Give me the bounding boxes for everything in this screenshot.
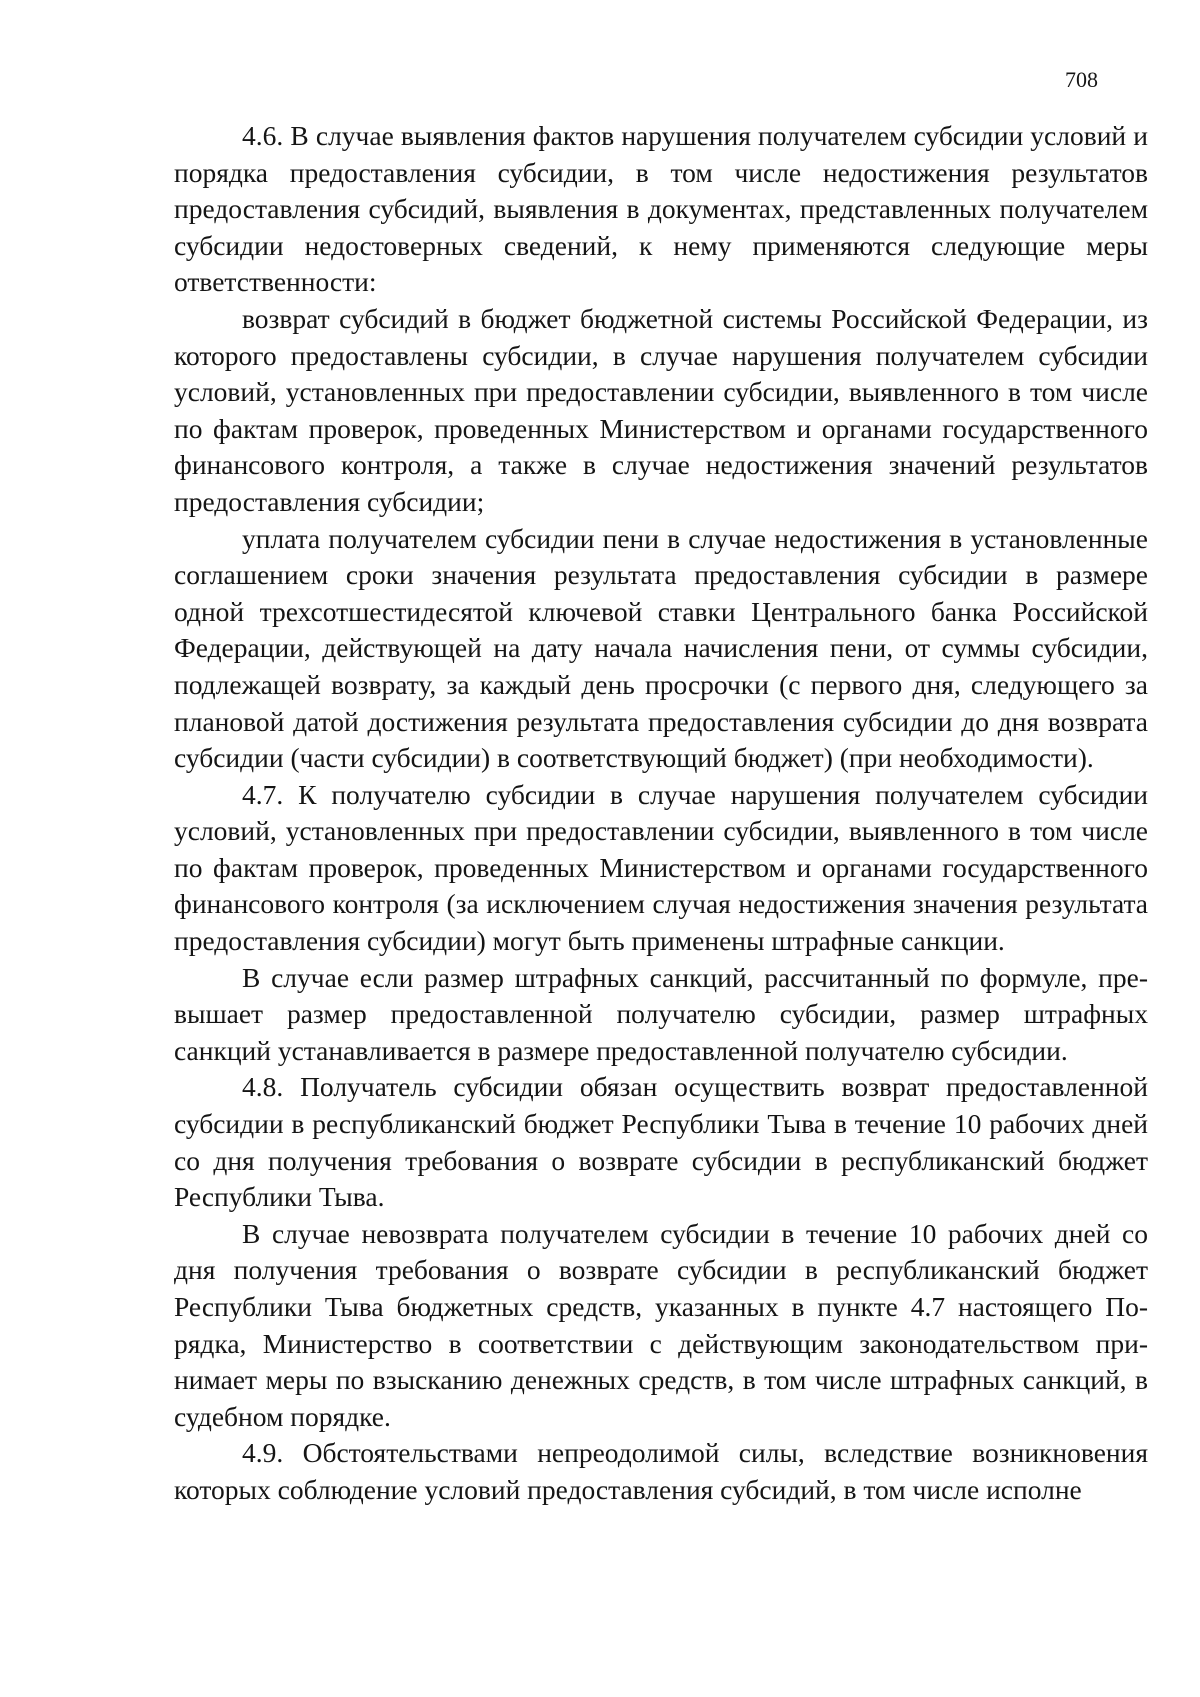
paragraph-4-7: 4.7. К получателю субсидии в случае нарушения получателем субсидии условий, установленных при предоставлении субсидии, выявленного в том числе по фактам проверок, проведенных Министерством и органами государственного финансового контроля (за исключением случая недостижения значения результата предоставления субсидии) могут быть применены штрафные санкции. <box>174 778 1148 957</box>
paragraph-4-8: 4.8. Получатель субсидии обязан осуществить возврат предоставленной субсидии в республиканский бюджет Республики Тыва в течение 10 рабочих дней со дня получения требования о возврате субсидии в республиканский бюджет Республики Тыва. <box>174 1071 1148 1213</box>
document-body <box>174 118 1148 1509</box>
page-number: 708 <box>1065 67 1098 92</box>
paragraph-4-9: 4.9. Обстоятельствами непреодолимой силы, вследствие возникновения которых соблюдение условий предоставления субсидий, в том числе исполне <box>174 1437 1148 1505</box>
paragraph-4-6: 4.6. В случае выявления фактов нарушения получателем субсидии условий и порядка предоставления субсидии, в том числе недостижения результатов предоставления субсидий, выявления в документах, представленных получателем субсидии недостоверных сведений, к нему применяются следующие меры ответственности: <box>174 120 1148 298</box>
paragraph-penalty-payment: уплата получателем субсидии пени в случае недостижения в установленные соглашением сроки значения результата предоставления субсидии в размере одной трехсотшестидесятой ключевой ставки Центрального банка Российской Федерации, действующей на дату начала начисления пени, от суммы субсидии, подлежащей возврату, за каждый день просрочки (с первого дня, следующего за плановой датой достижения результата предоставления субсидии до дня возврата субсидии (части субсидии) в соответствующий бюджет) (при необходимости). <box>174 522 1148 774</box>
paragraph-non-return: В случае невозврата получателем субсидии в течение 10 рабочих дней со дня получения требования о возврате субсидии в республиканский бюджет Республики Тыва бюджетных средств, указанных в пункте 4.7 настоящего Порядка, Министерство в соответствии с действующим законодательством принимает меры по взысканию денежных средств, в том числе штрафных санкций, в судебном порядке. <box>174 1217 1148 1432</box>
paragraph-subsidy-return: возврат субсидий в бюджет бюджетной системы Российской Федерации, из которого предоставлены субсидии, в случае нарушения получателем субсидии условий, установленных при предоставлении субсидии, выявленного в том числе по фактам проверок, проведенных Министерством и органами государственного финансового контроля, а также в случае недостижения значений результатов предоставления субсидии; <box>174 302 1148 517</box>
paragraph-fine-limit: В случае если размер штрафных санкций, рассчитанный по формуле, превышает размер предоставленной получателю субсидии, размер штрафных санкций устанавливается в размере предоставленной получателю субсидии. <box>174 961 1148 1066</box>
